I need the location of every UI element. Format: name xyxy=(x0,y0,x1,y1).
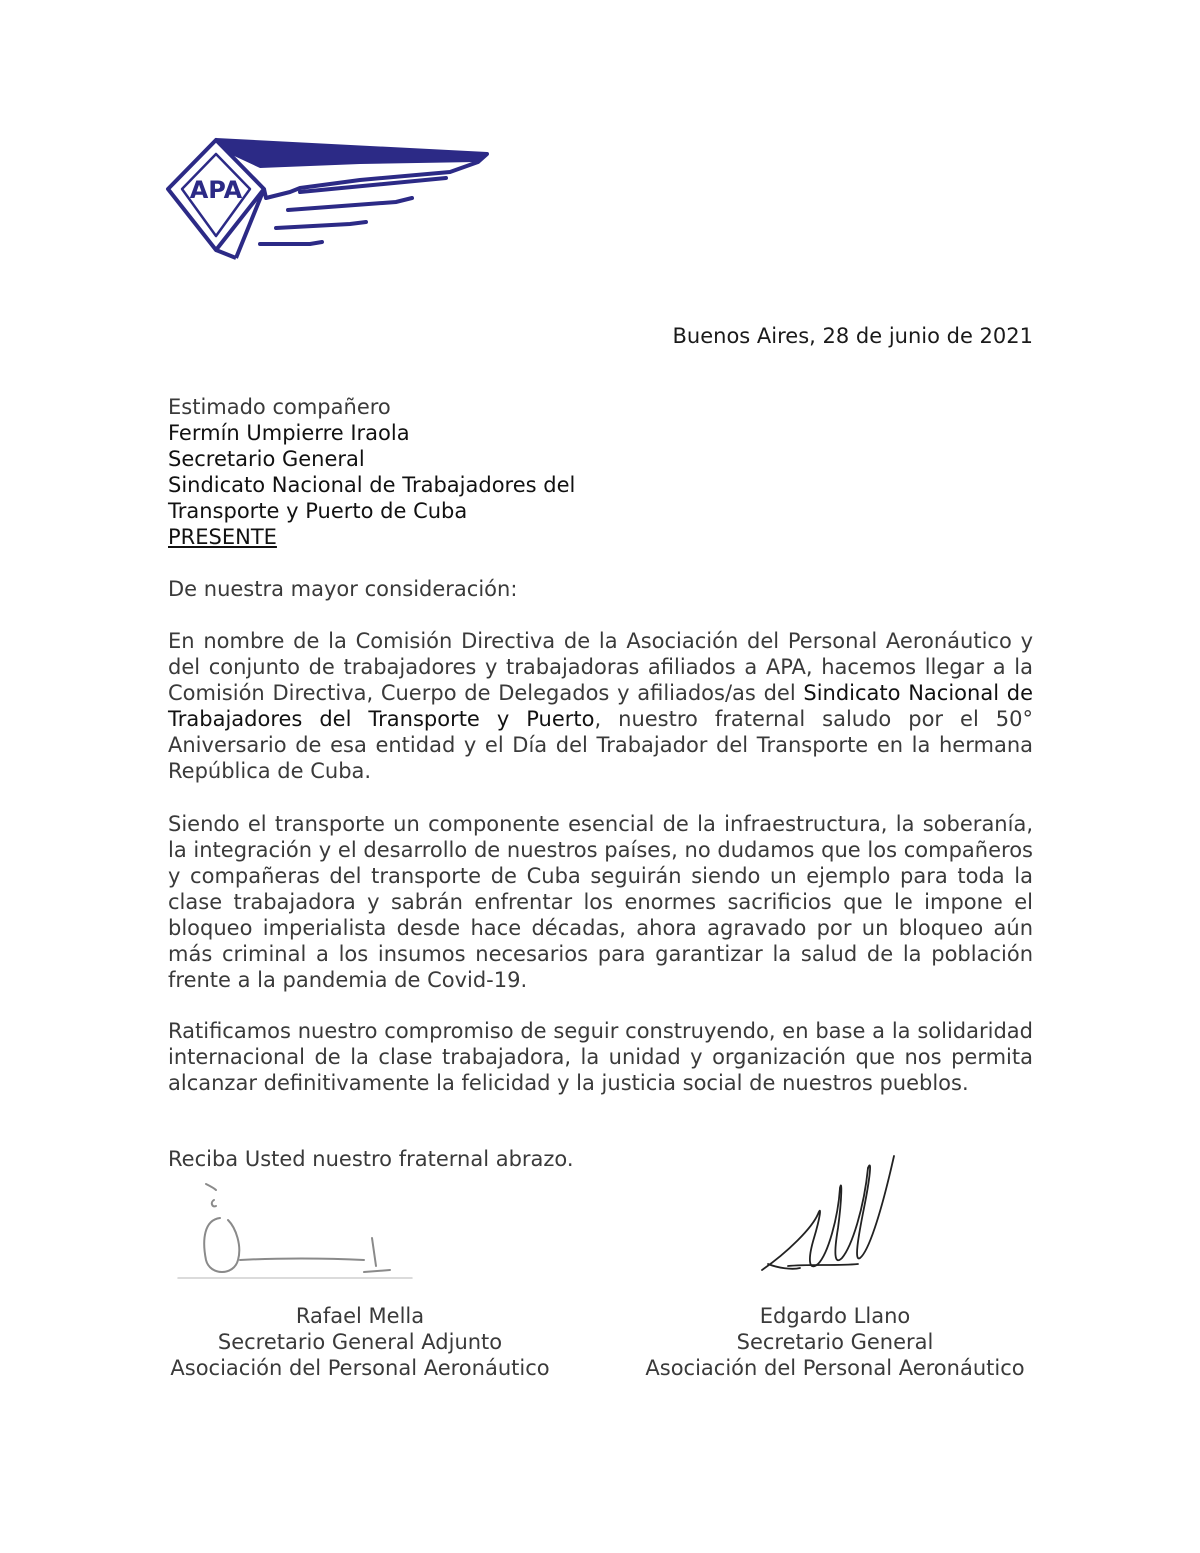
addressee-block xyxy=(168,394,1033,550)
signatory-name: Edgardo Llano xyxy=(759,1304,911,1328)
signatory-org: Asociación del Personal Aeronáutico xyxy=(170,1356,550,1380)
logo-text: APA xyxy=(189,176,243,204)
signatory-name: Rafael Mella xyxy=(295,1304,425,1328)
apa-logo xyxy=(160,132,495,264)
paragraph-1-start: En nombre de la Comisión Directiva de la Asociación del Personal Aeronáutico y del conjunto de trabajadores y trabajadoras afiliados a APA, hacemos llegar a la Comisión Directiva, Cuerpo de Delegados y afiliados/as del xyxy=(168,629,1033,705)
salutation: Estimado compañero xyxy=(168,395,391,419)
paragraph-3: Ratificamos nuestro compromiso de seguir construyendo, en base a la solidaridad internacional de la clase trabajadora, la unidad y organización que nos permita alcanzar definitivamente la felicidad y la justicia social de nuestros pueblos. xyxy=(168,1019,1033,1095)
letter-date: Buenos Aires, 28 de junio de 2021 xyxy=(672,324,1033,348)
recipient-org-line1: Sindicato Nacional de Trabajadores del xyxy=(168,473,576,497)
signatory-title: Secretario General Adjunto xyxy=(217,1330,503,1354)
signatory-title: Secretario General xyxy=(736,1330,934,1354)
closing-line: Reciba Usted nuestro fraternal abrazo. xyxy=(168,1147,574,1171)
signatory-block-right xyxy=(620,1303,1050,1381)
recipient-title: Secretario General xyxy=(168,447,365,471)
signatory-block-left xyxy=(150,1303,570,1381)
signature-left xyxy=(176,1180,416,1285)
recipient-name: Fermín Umpierre Iraola xyxy=(168,421,410,445)
greeting: De nuestra mayor consideración: xyxy=(168,577,518,601)
signatory-org: Asociación del Personal Aeronáutico xyxy=(645,1356,1025,1380)
paragraph-1-end: , nuestro fraternal saludo por el 50° Aniversario de esa entidad y el Día del Trabajador del Transporte en la hermana República de Cuba. xyxy=(168,707,1033,783)
paragraph-1 xyxy=(168,628,1033,784)
recipient-org-line2: Transporte y Puerto de Cuba xyxy=(168,499,468,523)
union-name-highlight: Sindicato Nacional de Trabajadores del Transporte y Puerto xyxy=(168,681,1033,731)
presente-label: PRESENTE xyxy=(168,525,277,549)
paragraph-2: Siendo el transporte un componente esencial de la infraestructura, la soberanía, la integración y el desarrollo de nuestros países, no dudamos que los compañeros y compañeras del transporte de Cuba seguirán siendo un ejemplo para toda la clase trabajadora y sabrán enfrentar los enormes sacrificios que le impone el bloqueo imperialista desde hace décadas, ahora agravado por un bloqueo aún más criminal a los insumos necesarios para garantizar la salud de la población frente a la pandemia de Covid-19. xyxy=(168,812,1033,992)
signature-right xyxy=(748,1148,908,1283)
